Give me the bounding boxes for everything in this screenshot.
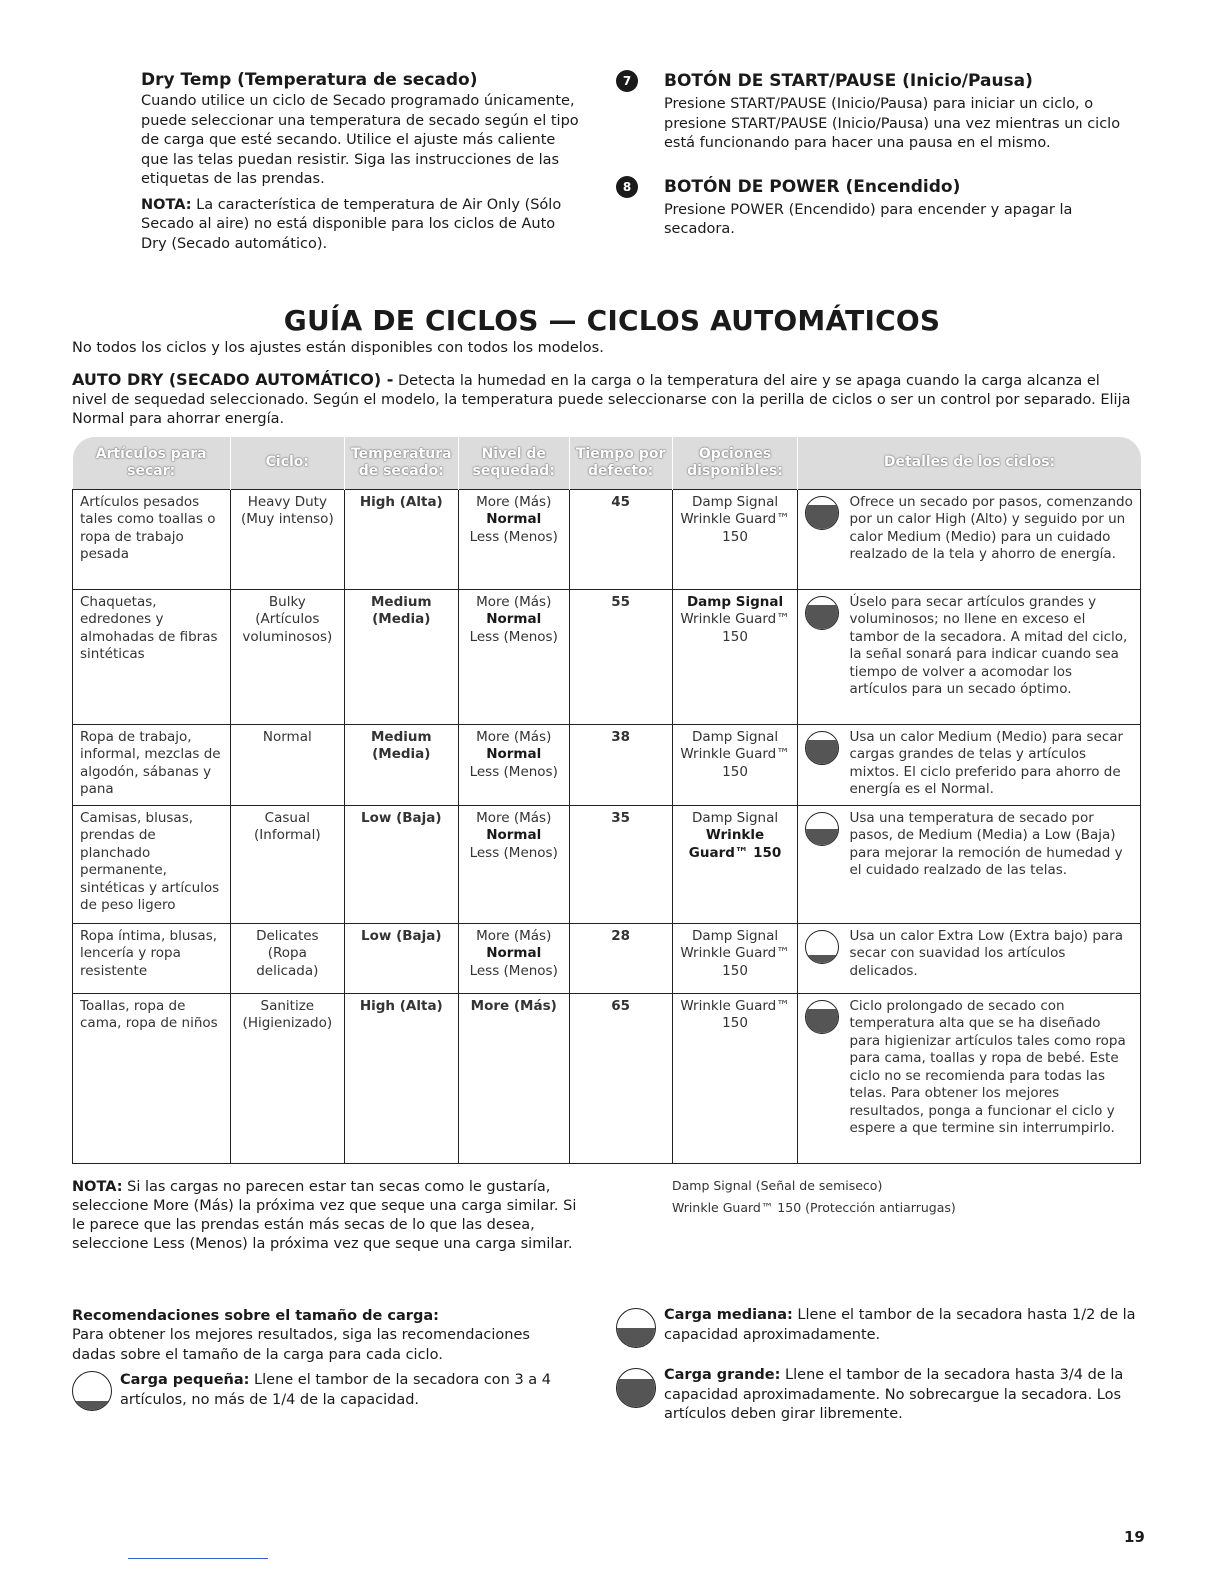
cell-details <box>798 805 1141 923</box>
cell-details <box>798 489 1141 589</box>
details-text: Usa una temperatura de secado por pasos, de Medium (Media) a Low (Baja) para mejorar la remoción de humedad y el cuidado realzado de las telas. <box>849 809 1123 878</box>
option-damp-signal: Damp Signal <box>691 728 779 745</box>
cell-dryness <box>458 923 569 993</box>
auto-dry-text: Detecta la humedad en la carga o la temperatura del aire y se apaga cuando la carga alcanza el nivel de sequedad seleccionado. Según el modelo, la temperatura puede seleccionarse con la perilla de ciclos o ser un control por separado. Elija Normal para ahorrar energía. <box>72 373 1131 427</box>
dry-normal: Normal <box>486 827 542 843</box>
details-text: Úselo para secar artículos grandes y voluminosos; no llene en exceso el tambor de la secadora. A mitad del ciclo, la señal sonará para indicar cuando sea tiempo de volver a acomodar los artículos para un secado óptimo. <box>849 593 1128 697</box>
option-wrinkle-guard: Wrinkle Guard™ 150 <box>680 511 790 545</box>
power-body: Presione POWER (Encendido) para encender y apagar la secadora. <box>664 201 1073 237</box>
cell-time: 65 <box>569 993 672 1163</box>
dry-more: More (Más) <box>476 728 552 745</box>
load-level-icon <box>805 1000 839 1034</box>
option-wrinkle-guard: Wrinkle Guard™ 150 <box>680 997 790 1031</box>
power-title: BOTÓN DE POWER (Encendido) <box>664 176 961 197</box>
large-load-label: Carga grande: <box>664 1367 781 1383</box>
dryness-note <box>72 1178 592 1254</box>
cell-temp: Low (Baja) <box>344 805 458 923</box>
dry-temp-note-label: NOTA: <box>141 196 192 213</box>
small-load-icon <box>72 1371 112 1411</box>
cell-time: 45 <box>569 489 672 589</box>
cell-temp: Medium (Media) <box>344 589 458 724</box>
table-row <box>73 724 1141 805</box>
load-size-intro: Para obtener los mejores resultados, siga las recomendaciones dadas sobre el tamaño de la carga para cada ciclo. <box>72 1327 530 1363</box>
cell-items: Ropa de trabajo, informal, mezclas de algodón, sábanas y pana <box>73 724 231 805</box>
dryness-note-label: NOTA: <box>72 1179 123 1195</box>
start-pause-block <box>616 70 1146 154</box>
dry-normal: Normal <box>486 511 542 527</box>
details-text: Usa un calor Medium (Medio) para secar cargas grandes de telas y artículos mixtos. El ciclo preferido para ahorro de energía es el Normal. <box>849 728 1124 797</box>
buttons-section <box>616 70 1146 240</box>
dry-less: Less (Menos) <box>469 962 558 979</box>
dry-temp-title: Dry Temp (Temperatura de secado) <box>141 70 478 90</box>
dry-temp-note-text: La característica de temperatura de Air Only (Sólo Secado al aire) no está disponible para los ciclos de Auto Dry (Secado automático). <box>141 196 562 252</box>
header-cycle: Ciclo: <box>230 437 344 489</box>
option-wrinkle-guard: Wrinkle Guard™ 150 <box>680 945 790 979</box>
option-damp-signal: Damp Signal <box>686 593 784 610</box>
table-header-row <box>73 437 1141 489</box>
header-details: Detalles de los ciclos: <box>798 437 1141 489</box>
small-load-text: Llene el tambor de la secadora con 3 a 4 artículos, no más de 1/4 de la capacidad. <box>120 1372 552 1408</box>
option-damp-signal: Damp Signal <box>691 809 779 826</box>
cell-options <box>672 724 798 805</box>
cell-details <box>798 923 1141 993</box>
details-text: Ofrece un secado por pasos, comenzando por un calor High (Alto) y seguido por un calor Medium (Medio) para un cuidado realzado de la tela y ahorro de energía. <box>849 493 1133 562</box>
medium-load-item <box>616 1306 1136 1348</box>
cell-temp: Low (Baja) <box>344 923 458 993</box>
dry-more: More (Más) <box>476 927 552 944</box>
legend-damp-signal: Damp Signal (Señal de semiseco) <box>672 1178 883 1193</box>
option-damp-signal: Damp Signal <box>691 493 779 510</box>
dryness-note-text: Si las cargas no parecen estar tan secas como le gustaría, seleccione More (Más) la próxima vez que seque una carga similar. Si le parece que las prendas están más secas de lo que las desea, seleccione Less (Menos) la próxima vez que seque una carga similar. <box>72 1179 577 1252</box>
header-items: Artículos para secar: <box>73 437 231 489</box>
details-text: Usa un calor Extra Low (Extra bajo) para secar con suavidad los artículos delicados. <box>849 927 1123 979</box>
dry-less: Less (Menos) <box>469 628 558 645</box>
option-wrinkle-guard: Wrinkle Guard™ 150 <box>688 827 782 861</box>
dry-normal: Normal <box>486 611 542 627</box>
auto-dry-description <box>72 370 1132 429</box>
cell-options <box>672 489 798 589</box>
header-temp: Temperatura de secado: <box>344 437 458 489</box>
page-title: GUÍA DE CICLOS — CICLOS AUTOMÁTICOS <box>283 304 941 337</box>
auto-dry-lead: AUTO DRY (SECADO AUTOMÁTICO) - <box>72 370 394 389</box>
large-load-item <box>616 1366 1136 1425</box>
option-wrinkle-guard: Wrinkle Guard™ 150 <box>680 746 790 780</box>
option-damp-signal: Damp Signal <box>691 927 779 944</box>
cell-details <box>798 724 1141 805</box>
legend-wrinkle-guard: Wrinkle Guard™ 150 (Protección antiarrugas) <box>672 1200 956 1215</box>
medium-load-text: Llene el tambor de la secadora hasta 1/2 de la capacidad aproximadamente. <box>664 1307 1136 1343</box>
load-size-title: Recomendaciones sobre el tamaño de carga: <box>72 1308 439 1324</box>
load-level-icon <box>805 496 839 530</box>
dry-more: More (Más) <box>476 493 552 510</box>
dry-more: More (Más) <box>476 593 552 610</box>
load-size-section-right <box>616 1306 1136 1425</box>
dry-temp-body: Cuando utilice un ciclo de Secado programado únicamente, puede seleccionar una temperatura de secado según el tipo de carga que esté secando. Utilice el ajuste más caliente que las telas puedan resistir. Siga las instrucciones de las etiquetas de las prendas. <box>141 93 579 187</box>
cell-dryness <box>458 589 569 724</box>
dry-more: More (Más) <box>470 997 557 1014</box>
cell-dryness <box>458 805 569 923</box>
cell-dryness <box>458 489 569 589</box>
dry-normal: Normal <box>486 746 542 762</box>
load-level-icon <box>805 812 839 846</box>
load-size-section <box>72 1308 572 1411</box>
cell-cycle: Normal <box>230 724 344 805</box>
medium-load-icon <box>616 1308 656 1348</box>
large-load-text: Llene el tambor de la secadora hasta 3/4 de la capacidad aproximadamente. No sobrecargue la secadora. Los artículos deben girar libremente. <box>664 1367 1124 1422</box>
header-time: Tiempo por defecto: <box>569 437 672 489</box>
cell-time: 38 <box>569 724 672 805</box>
footer-divider <box>128 1558 268 1559</box>
cell-options <box>672 923 798 993</box>
small-load-item <box>72 1369 572 1411</box>
cell-cycle: Heavy Duty (Muy intenso) <box>230 489 344 589</box>
cell-cycle: Sanitize (Higienizado) <box>230 993 344 1163</box>
cell-options <box>672 589 798 724</box>
start-pause-body: Presione START/PAUSE (Inicio/Pausa) para iniciar un ciclo, o presione START/PAUSE (Inicio/Pausa) una vez mientras un ciclo está funcionando para hacer una pausa en el mismo. <box>664 96 1121 151</box>
dry-temp-section <box>141 70 581 254</box>
power-block <box>616 176 1146 240</box>
guide-subtitle: No todos los ciclos y los ajustes están disponibles con todos los modelos. <box>72 340 604 356</box>
table-row <box>73 805 1141 923</box>
number-7-icon: 7 <box>616 70 638 92</box>
cell-items: Camisas, blusas, prendas de planchado permanente, sintéticas y artículos de peso ligero <box>73 805 231 923</box>
table-row <box>73 923 1141 993</box>
dry-less: Less (Menos) <box>469 763 558 780</box>
load-level-icon <box>805 596 839 630</box>
load-level-icon <box>805 731 839 765</box>
cell-temp: High (Alta) <box>344 489 458 589</box>
cell-time: 28 <box>569 923 672 993</box>
dry-less: Less (Menos) <box>469 528 558 545</box>
cell-items: Ropa íntima, blusas, lencería y ropa resistente <box>73 923 231 993</box>
small-load-label: Carga pequeña: <box>120 1372 250 1388</box>
dry-more: More (Más) <box>476 809 552 826</box>
cell-cycle: Casual (Informal) <box>230 805 344 923</box>
load-level-icon <box>805 930 839 964</box>
details-text: Ciclo prolongado de secado con temperatura alta que se ha diseñado para higienizar artículos tales como ropa para cama, toallas y ropa de bebé. Este ciclo no se recomienda para todas las telas. Para obtener los mejores resultados, ponga a funcionar el ciclo y espere a que termine sin interrumpirlo. <box>849 997 1126 1136</box>
cell-cycle: Delicates (Ropa delicada) <box>230 923 344 993</box>
option-wrinkle-guard: Wrinkle Guard™ 150 <box>680 611 790 645</box>
cell-options <box>672 993 798 1163</box>
cell-items: Chaquetas, edredones y almohadas de fibras sintéticas <box>73 589 231 724</box>
table-row <box>73 993 1141 1163</box>
cell-time: 55 <box>569 589 672 724</box>
cell-items: Toallas, ropa de cama, ropa de niños <box>73 993 231 1163</box>
options-legend <box>672 1175 956 1219</box>
cell-dryness <box>458 724 569 805</box>
header-options: Opciones disponibles: <box>672 437 798 489</box>
dry-less: Less (Menos) <box>469 844 558 861</box>
medium-load-label: Carga mediana: <box>664 1307 793 1323</box>
table-row <box>73 589 1141 724</box>
number-8-icon: 8 <box>616 176 638 198</box>
large-load-icon <box>616 1368 656 1408</box>
cycle-guide-table <box>72 437 1141 1164</box>
cell-temp: Medium (Media) <box>344 724 458 805</box>
start-pause-title: BOTÓN DE START/PAUSE (Inicio/Pausa) <box>664 71 1033 91</box>
header-dryness: Nivel de sequedad: <box>458 437 569 489</box>
cell-temp: High (Alta) <box>344 993 458 1163</box>
page-number: 19 <box>1124 1528 1145 1546</box>
cell-items: Artículos pesados tales como toallas o ropa de trabajo pesada <box>73 489 231 589</box>
cell-details <box>798 589 1141 724</box>
cell-dryness <box>458 993 569 1163</box>
dry-temp-note <box>141 196 581 255</box>
cell-details <box>798 993 1141 1163</box>
table-row <box>73 489 1141 589</box>
dry-normal: Normal <box>486 945 542 961</box>
cell-time: 35 <box>569 805 672 923</box>
cell-cycle: Bulky (Artículos voluminosos) <box>230 589 344 724</box>
cell-options <box>672 805 798 923</box>
